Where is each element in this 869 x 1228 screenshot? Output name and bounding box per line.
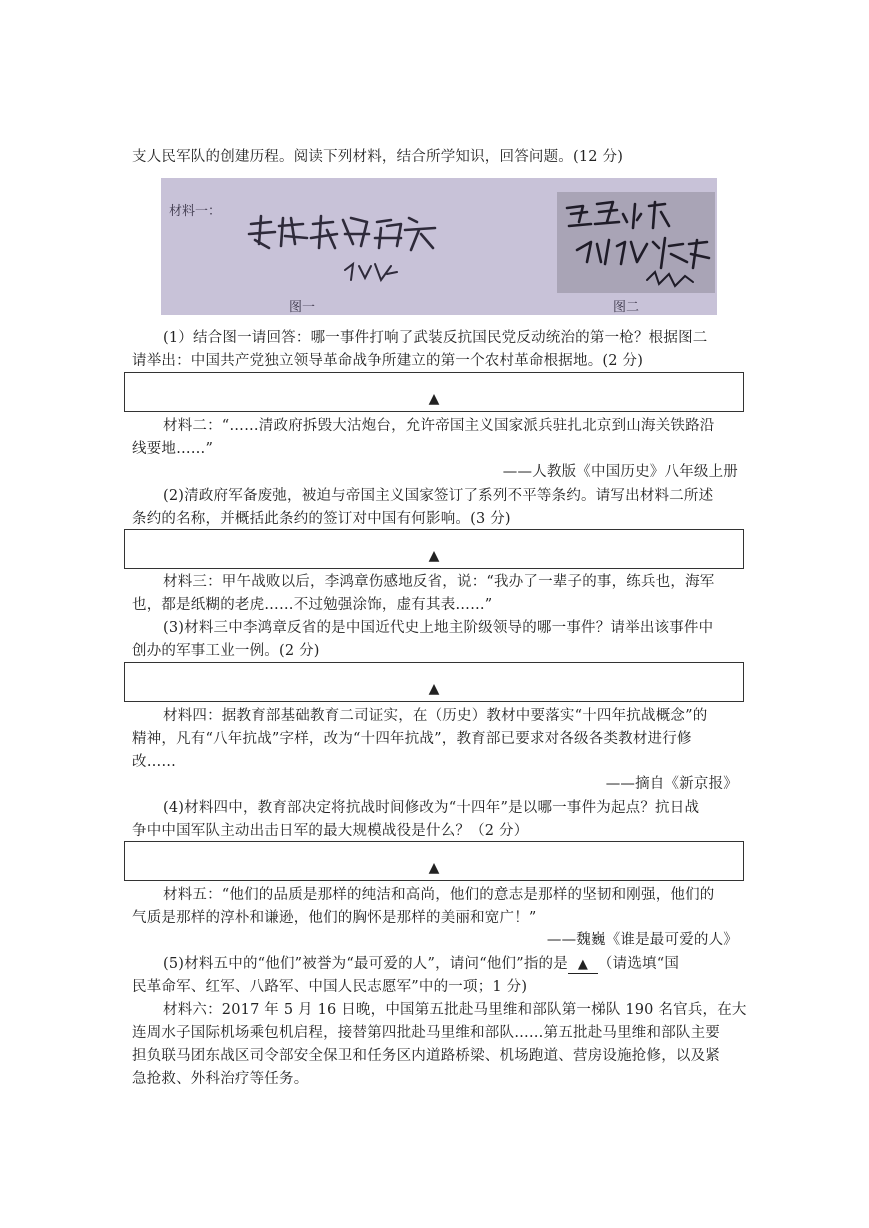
material-4-source: ——摘自《新京报》 <box>605 776 738 792</box>
material1-figure <box>161 178 717 315</box>
material-3-line-2: 也，都是纸糊的老虎……不过勉强涂饰，虚有其表……” <box>132 597 493 613</box>
material-2-line-2: 线要地……” <box>132 441 214 457</box>
answer-marker-icon: ▲ <box>428 391 440 407</box>
material1-label: 材料一： <box>169 204 222 219</box>
material-6-line-2: 连周水子国际机场乘包机启程，接替第四批赴马里维和部队……第五批赴马里维和部队主要 <box>132 1025 720 1041</box>
answer-marker-icon: ▲ <box>428 681 440 697</box>
material-6-line-1: 材料六：2017 年 5 月 16 日晚，中国第五批赴马里维和部队第一梯队 190 名官兵，在大 <box>163 1002 747 1018</box>
answer-box-2[interactable] <box>124 529 744 569</box>
material-2-source: ——人教版《中国历史》八年级上册 <box>502 464 738 480</box>
calligraphy-panel-2 <box>557 192 715 293</box>
material-6-line-3: 担负联马团东战区司令部安全保卫和任务区内道路桥梁、机场跑道、营房设施抢修，以及紧 <box>132 1048 720 1064</box>
material-6-line-4: 急抢救、外科治疗等任务。 <box>132 1071 309 1087</box>
calligraphy-image-2 <box>557 192 715 293</box>
question-1-line-2: 请举出：中国共产党独立领导革命战争所建立的第一个农村革命根据地。(2 分) <box>132 353 644 369</box>
answer-marker-icon: ▲ <box>428 548 440 564</box>
question-5-text-a: (5)材料五中的“他们”被誉为“最可爱的人”，请问“他们”指的是 <box>163 956 568 972</box>
answer-box-3[interactable] <box>124 662 744 702</box>
question-2-line-2: 条约的名称，并概括此条约的签订对中国有何影响。(3 分) <box>132 511 511 527</box>
question-3-line-1: (3)材料三中李鸿章反省的是中国近代史上地主阶级领导的哪一事件？请举出该事件中 <box>163 620 714 636</box>
calligraphy-image-1 <box>241 204 441 294</box>
material-2-line-1: 材料二：“……清政府拆毁大沽炮台，允许帝国主义国家派兵驻扎北京到山海关铁路沿 <box>163 418 715 434</box>
question-4-line-2: 争中中国军队主动出击日军的最大规模战役是什么？（2 分） <box>132 823 529 839</box>
question-3-line-2: 创办的军事工业一例。(2 分) <box>132 643 320 659</box>
figure-caption-1: 图一 <box>289 300 316 315</box>
material-4-line-3: 改…… <box>132 754 177 770</box>
question-5-line-2: 民革命军、红军、八路军、中国人民志愿军”中的一项；1 分) <box>132 979 528 995</box>
material-4-line-1: 材料四：据教育部基础教育二司证实，在（历史）教材中要落实“十四年抗战概念”的 <box>163 708 708 724</box>
material-5-line-2: 气质是那样的淳朴和谦逊，他们的胸怀是那样的美丽和宽广！” <box>132 910 537 926</box>
answer-box-4[interactable] <box>124 841 744 881</box>
material-3-line-1: 材料三：甲午战败以后，李鸿章伤感地反省，说：“我办了一辈子的事，练兵也，海军 <box>163 574 715 590</box>
question-4-line-1: (4)材料四中，教育部决定将抗战时间修改为“十四年”是以哪一事件为起点？抗日战 <box>163 800 700 816</box>
answer-blank-5[interactable]: ▲ <box>568 957 598 974</box>
question-5-text-b: （请选填“国 <box>597 956 680 972</box>
answer-box-1[interactable] <box>124 372 744 412</box>
material-5-source: ——魏巍《谁是最可爱的人》 <box>546 932 738 948</box>
question-5-line-1 <box>163 953 738 975</box>
answer-marker-icon: ▲ <box>428 860 440 876</box>
figure-caption-2: 图二 <box>613 300 640 315</box>
intro-text: 支人民军队的创建历程。阅读下列材料，结合所学知识，回答问题。(12 分) <box>132 149 624 165</box>
question-1-line-1: (1）结合图一请回答：哪一事件打响了武装反抗国民党反动统治的第一枪？根据图二 <box>163 330 708 346</box>
question-2-line-1: (2)清政府军备废弛，被迫与帝国主义国家签订了系列不平等条约。请写出材料二所述 <box>163 488 714 504</box>
material-5-line-1: 材料五：“他们的品质是那样的纯洁和高尚，他们的意志是那样的坚韧和刚强，他们的 <box>163 887 715 903</box>
material-4-line-2: 精神，凡有“八年抗战”字样，改为“十四年抗战”，教育部已要求对各级各类教材进行修 <box>132 731 692 747</box>
